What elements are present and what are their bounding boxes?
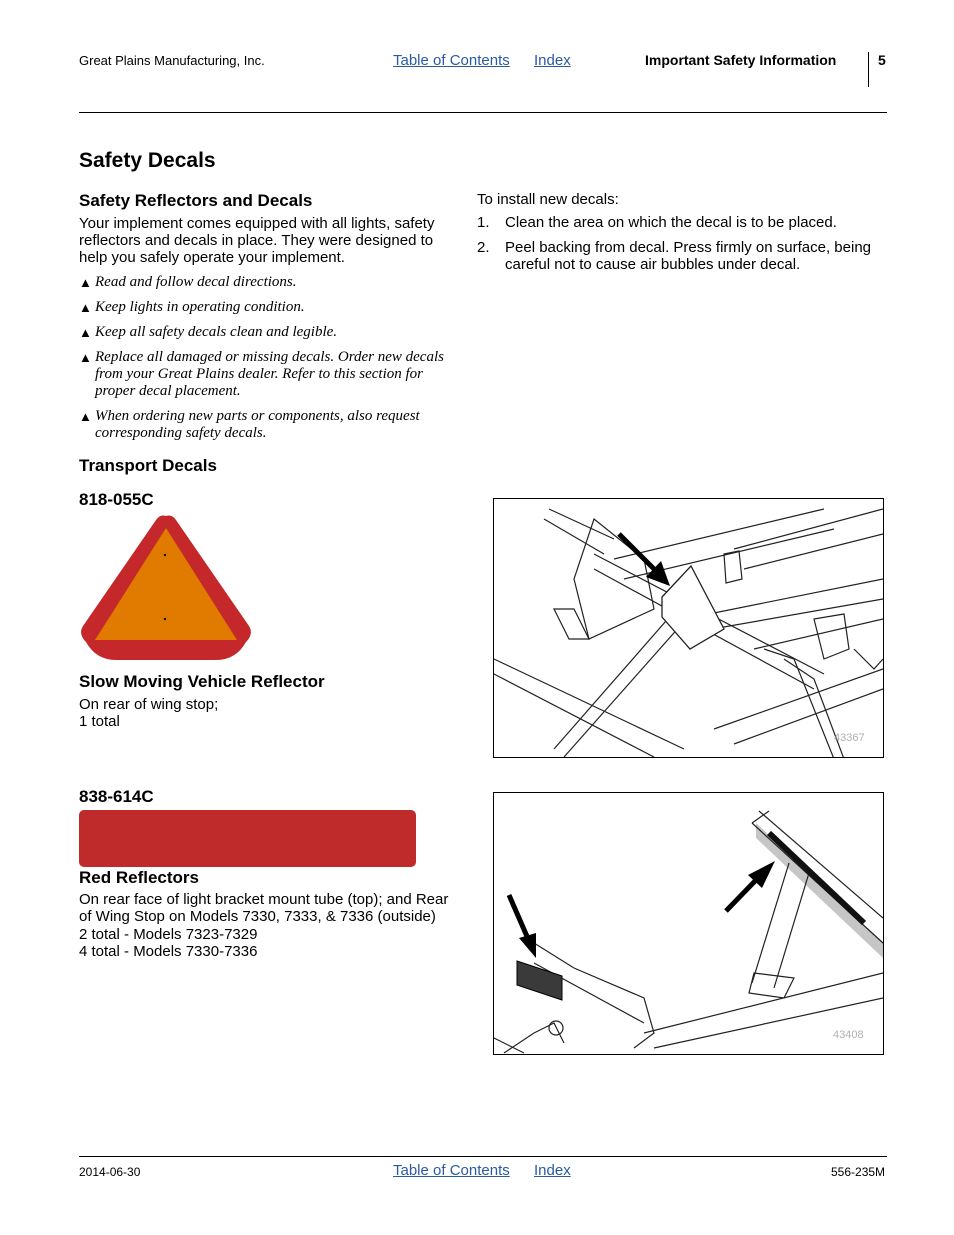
page-title: Safety Decals — [79, 149, 216, 172]
install-steps — [477, 214, 877, 281]
footer-toc-link[interactable]: Table of Contents — [393, 1162, 510, 1179]
list-item: ▲ Replace all damaged or missing decals. Order new decals from your Great Plains dealer. Refer to this section for proper decal placement. — [79, 349, 444, 399]
footer-index-link[interactable]: Index — [534, 1162, 571, 1179]
reflectors-intro: Your implement comes equipped with all lights, safety reflectors and decals in place. They were designed to help you safely operate your implement. — [79, 215, 435, 266]
header-index-link[interactable]: Index — [534, 52, 571, 69]
transport-heading: Transport Decals — [79, 456, 217, 475]
section-title: Important Safety Information — [645, 52, 837, 68]
warning-triangle-icon: ▲ — [79, 325, 92, 340]
list-item: 2. Peel backing from decal. Press firmly on surface, being careful not to cause air bubbles under decal. — [477, 239, 871, 273]
list-item: ▲ When ordering new parts or components, also request corresponding safety decals. — [79, 408, 420, 441]
decal-part-number-818-055c: 818-055C — [79, 490, 154, 509]
header-toc-link[interactable]: Table of Contents — [393, 52, 510, 69]
list-item: ▲ Keep all safety decals clean and legible. — [79, 324, 338, 340]
smv-triangle-decal — [80, 514, 252, 662]
red-reflectors-location-line-1: On rear face of light bracket mount tube (top); and Rear — [79, 891, 449, 908]
warning-triangle-icon: ▲ — [79, 275, 92, 290]
header-rule — [79, 112, 887, 113]
red-reflectors-total-line-2: 4 total - Models 7330-7336 — [79, 943, 258, 960]
company-name: Great Plains Manufacturing, Inc. — [79, 53, 265, 68]
red-reflectors-total-line-1: 2 total - Models 7323-7329 — [79, 926, 258, 943]
red-reflectors-title: Red Reflectors — [79, 868, 199, 887]
reflectors-heading: Safety Reflectors and Decals — [79, 191, 313, 210]
install-intro: To install new decals: — [477, 191, 619, 208]
footer-date: 2014-06-30 — [79, 1165, 141, 1179]
figure-number-43367: 43367 — [834, 732, 865, 744]
frame-illustration — [494, 499, 883, 757]
warning-triangle-icon: ▲ — [79, 300, 92, 315]
header-divider — [868, 52, 869, 87]
figure-red-reflector-location — [493, 792, 884, 1055]
footer-rule — [79, 1156, 887, 1157]
list-item: 1. Clean the area on which the decal is to be placed. — [477, 214, 837, 231]
decal-part-number-838-614c: 838-614C — [79, 787, 154, 806]
smv-location-line-1: On rear of wing stop; — [79, 696, 219, 713]
safety-bullet-list — [79, 274, 464, 450]
wing-stop-illustration — [494, 793, 883, 1054]
list-item: ▲ Keep lights in operating condition. — [79, 299, 305, 315]
page-number: 5 — [878, 52, 886, 68]
list-item: ▲ Read and follow decal directions. — [79, 274, 297, 290]
smv-total-line: 1 total — [79, 713, 120, 730]
figure-smv-location — [493, 498, 884, 758]
document-number: 556-235M — [831, 1165, 886, 1179]
warning-triangle-icon: ▲ — [79, 409, 92, 424]
red-reflectors-location-line-2: of Wing Stop on Models 7330, 7333, & 7336 (outside) — [79, 908, 436, 925]
red-reflector-decal — [79, 810, 416, 867]
smv-reflector-title: Slow Moving Vehicle Reflector — [79, 672, 325, 691]
figure-number-43408: 43408 — [833, 1029, 864, 1041]
warning-triangle-icon: ▲ — [79, 350, 92, 365]
